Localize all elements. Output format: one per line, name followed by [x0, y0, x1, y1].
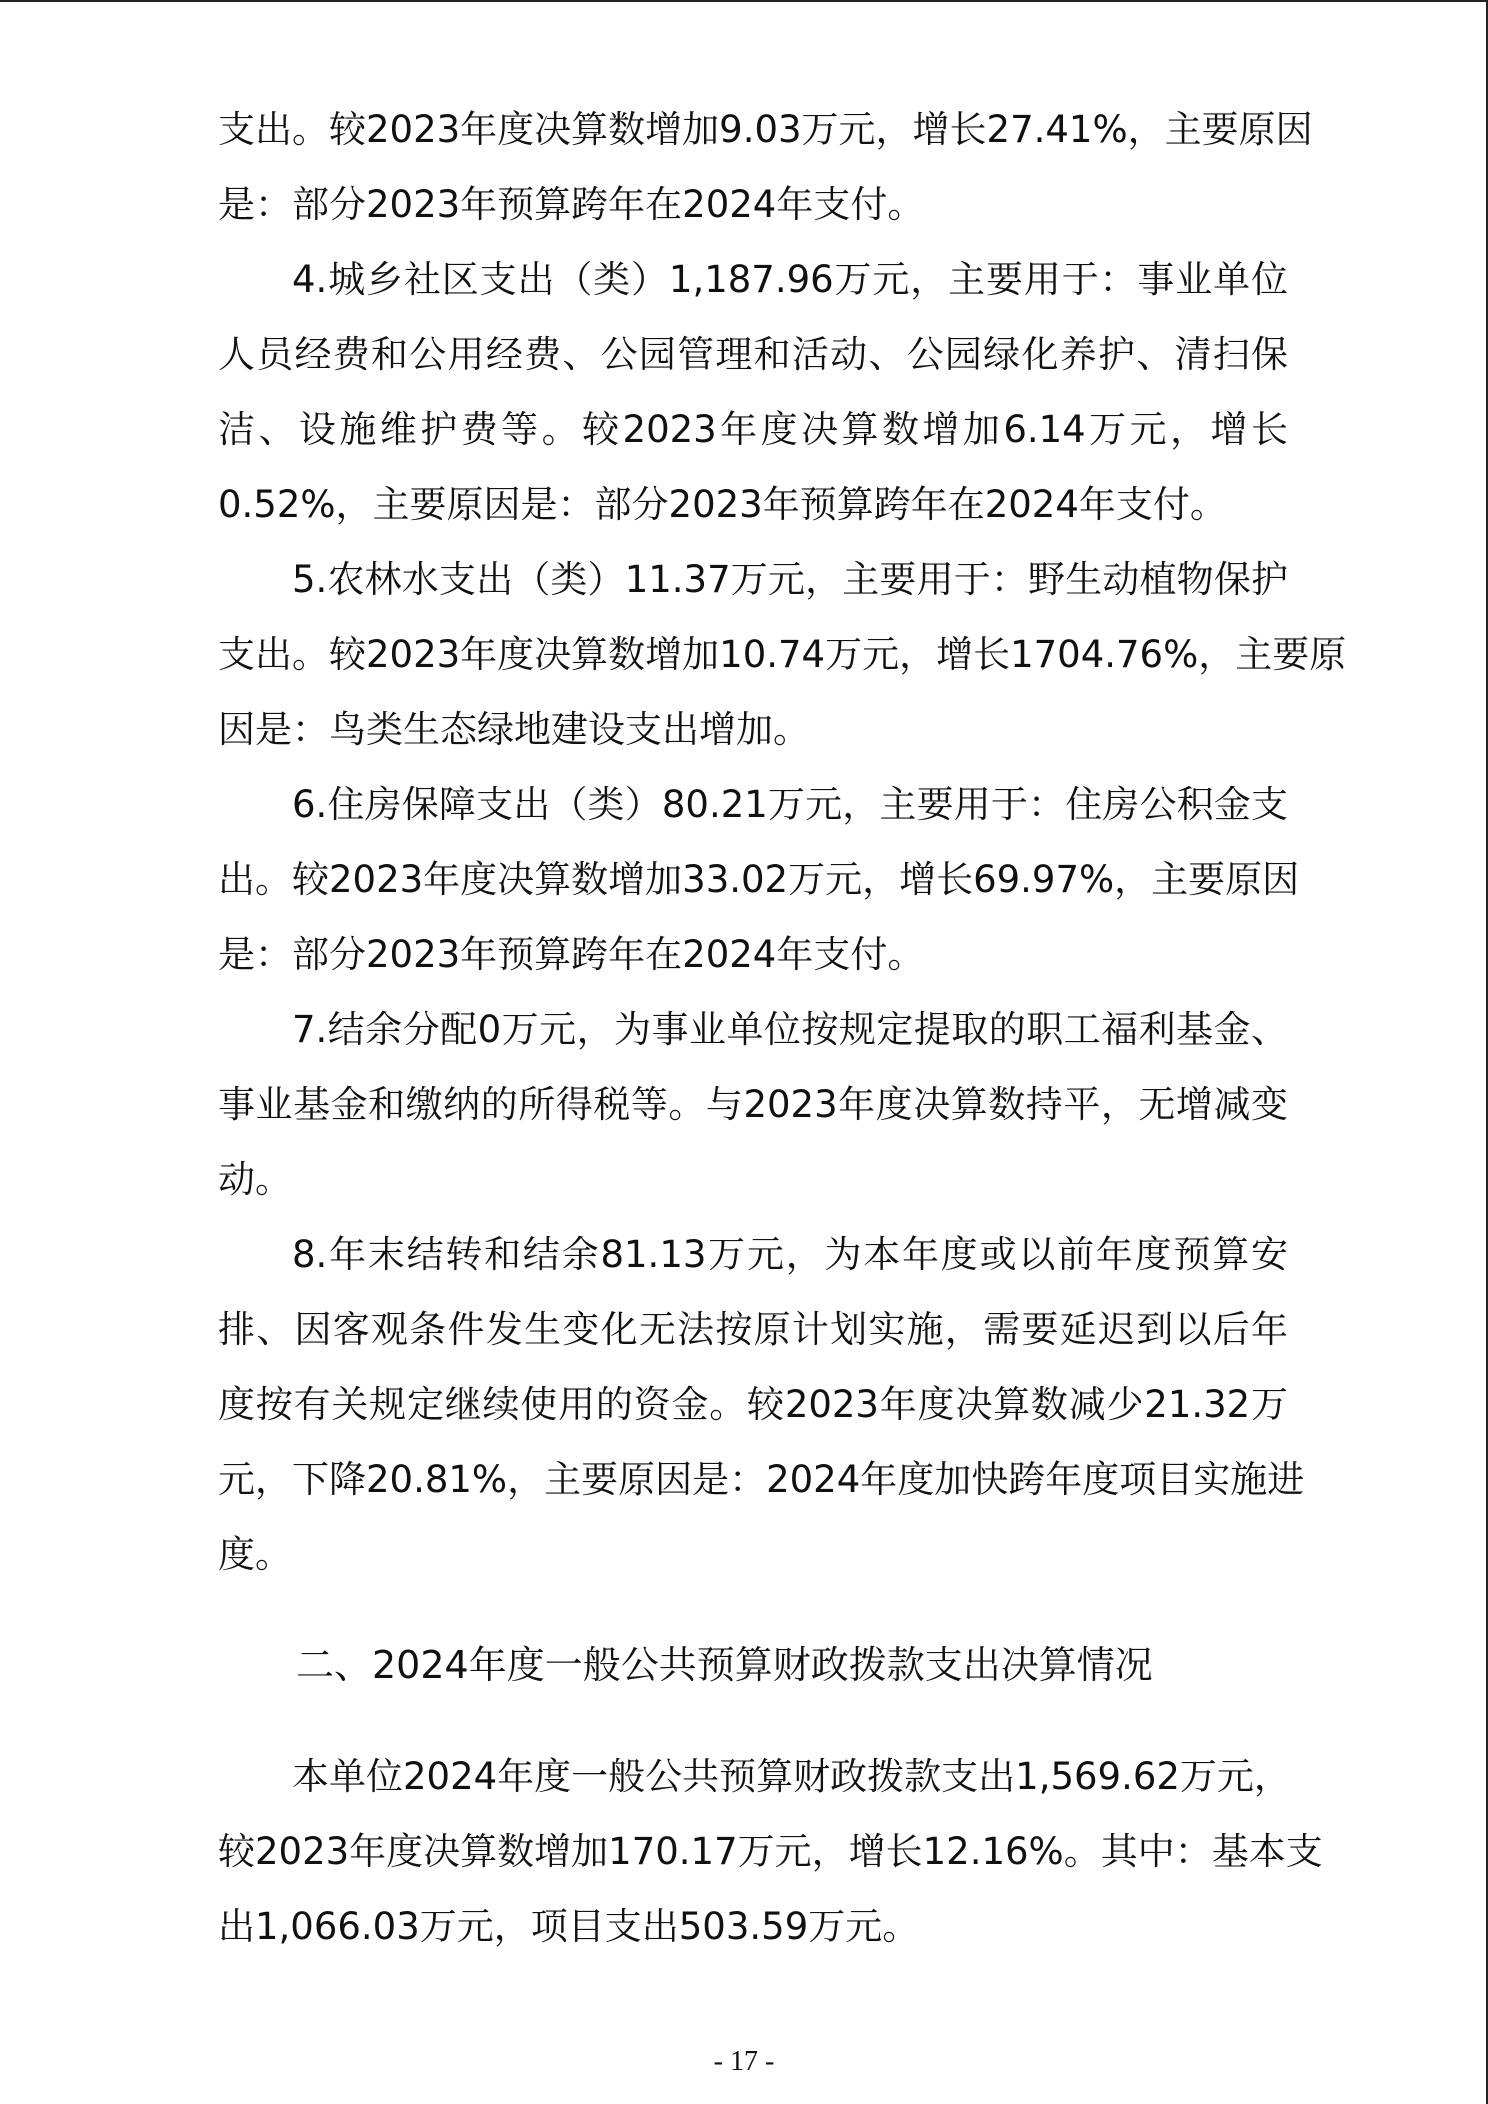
body-line: 支出。较2023年度决算数增加10.74万元，增长1704.76%，主要原	[218, 633, 1347, 676]
body-line: 因是：鸟类生态绿地建设支出增加。	[218, 708, 810, 751]
body-line: 事业基金和缴纳的所得税等。与2023年度决算数持平，无增减变	[218, 1083, 1288, 1126]
body-line: 排、因客观条件发生变化无法按原计划实施，需要延迟到以后年	[218, 1308, 1288, 1351]
body-line: 出。较2023年度决算数增加33.02万元，增长69.97%，主要原因	[218, 858, 1300, 901]
body-line: 8.年末结转和结余81.13万元，为本年度或以前年度预算安	[292, 1233, 1288, 1276]
body-line: 人员经费和公用经费、公园管理和活动、公园绿化养护、清扫保	[218, 333, 1288, 376]
body-line: 是：部分2023年预算跨年在2024年支付。	[218, 933, 925, 976]
body-line: 4.城乡社区支出（类）1,187.96万元，主要用于：事业单位	[292, 258, 1288, 301]
section-body-line: 本单位2024年度一般公共预算财政拨款支出1,569.62万元，	[292, 1755, 1291, 1798]
body-line: 0.52%，主要原因是：部分2023年预算跨年在2024年支付。	[218, 483, 1227, 526]
body-line: 7.结余分配0万元，为事业单位按规定提取的职工福利基金、	[292, 1008, 1288, 1051]
section-body-line: 较2023年度决算数增加170.17万元，增长12.16%。其中：基本支	[218, 1830, 1323, 1873]
body-line: 元，下降20.81%，主要原因是：2024年度加快跨年度项目实施进	[218, 1458, 1305, 1501]
body-line: 支出。较2023年度决算数增加9.03万元，增长27.41%，主要原因	[218, 108, 1313, 151]
body-line: 度。	[218, 1533, 292, 1576]
body-line: 是：部分2023年预算跨年在2024年支付。	[218, 183, 925, 226]
section-body-line: 出1,066.03万元，项目支出503.59万元。	[218, 1905, 920, 1948]
body-line: 动。	[218, 1158, 292, 1201]
body-line: 5.农林水支出（类）11.37万元，主要用于：野生动植物保护	[292, 558, 1288, 601]
section-heading: 二、2024年度一般公共预算财政拨款支出决算情况	[296, 1643, 1153, 1687]
body-line: 6.住房保障支出（类）80.21万元，主要用于：住房公积金支	[292, 783, 1288, 826]
page-top-border	[0, 0, 1488, 2]
body-line: 度按有关规定继续使用的资金。较2023年度决算数减少21.32万	[218, 1383, 1288, 1426]
body-line: 洁、设施维护费等。较2023年度决算数增加6.14万元，增长	[218, 408, 1288, 451]
page-number: - 17 -	[713, 2046, 775, 2077]
